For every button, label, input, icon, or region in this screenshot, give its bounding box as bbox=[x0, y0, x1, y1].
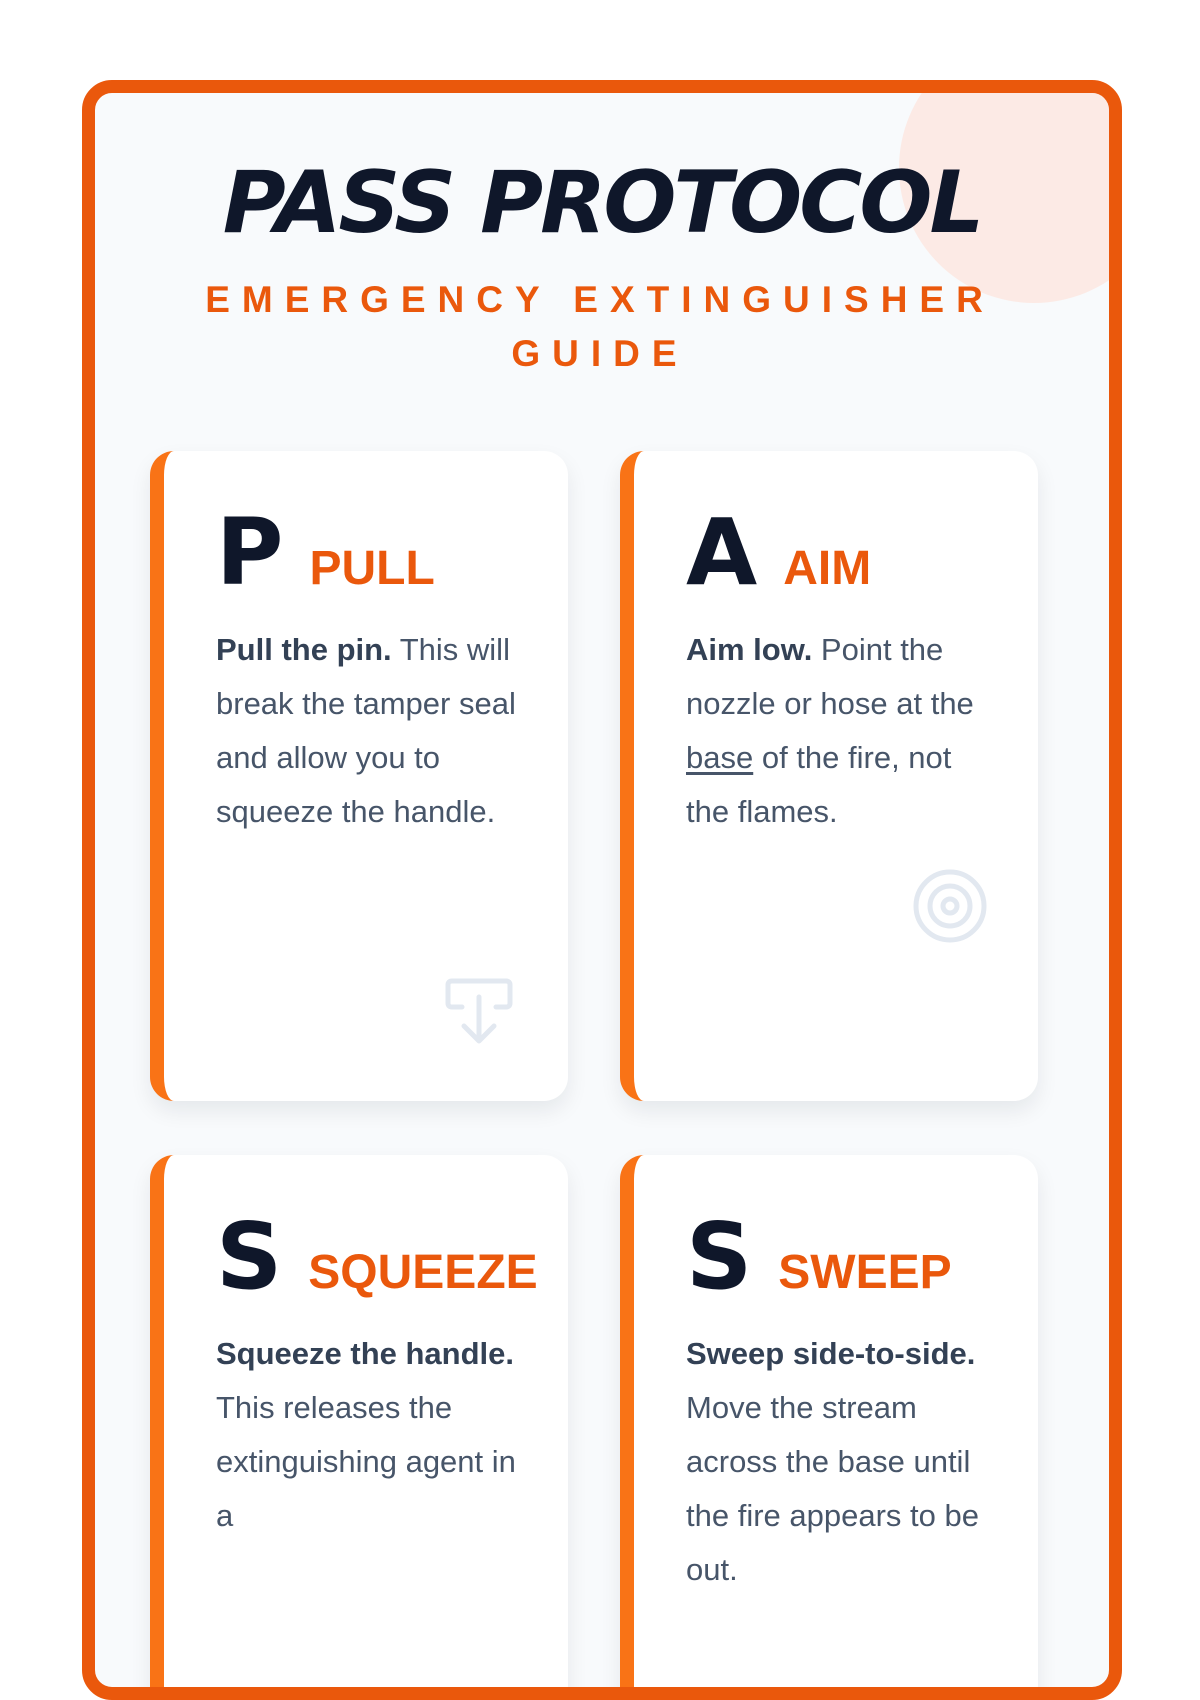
step-card-sweep bbox=[620, 1155, 1038, 1700]
step-description-text: This releases the extinguishing agent in a bbox=[216, 1390, 516, 1533]
step-description-bold: Aim low. bbox=[686, 632, 813, 667]
step-description-bold: Pull the pin. bbox=[216, 632, 392, 667]
step-letter: S bbox=[216, 1203, 283, 1310]
page-subtitle: EMERGENCY EXTINGUISHER GUIDE bbox=[205, 279, 995, 374]
page-title: PASS PROTOCOL bbox=[222, 153, 982, 253]
step-header bbox=[686, 1203, 952, 1310]
step-letter: P bbox=[216, 499, 284, 606]
step-word: SQUEEZE bbox=[308, 1246, 538, 1299]
pull-down-icon bbox=[444, 977, 514, 1052]
step-letter: S bbox=[686, 1203, 753, 1310]
step-description-bold: Squeeze the handle. bbox=[216, 1336, 515, 1371]
guide-frame bbox=[82, 80, 1122, 1700]
step-header bbox=[686, 499, 872, 606]
step-card-squeeze bbox=[150, 1155, 568, 1700]
step-header bbox=[216, 499, 435, 606]
step-description bbox=[216, 1327, 516, 1543]
step-description-bold: Sweep side-to-side. bbox=[686, 1336, 976, 1371]
step-description bbox=[686, 623, 986, 839]
step-letter: A bbox=[686, 499, 758, 606]
step-description bbox=[216, 623, 516, 839]
step-description-text: Move the stream across the base until the fire appears to be out. bbox=[686, 1390, 979, 1587]
step-description bbox=[686, 1327, 986, 1597]
step-description-underlined: base bbox=[686, 740, 754, 775]
step-word: AIM bbox=[783, 542, 872, 595]
step-header bbox=[216, 1203, 538, 1310]
step-description-text: This will break the tamper seal and allow you to squeeze the handle. bbox=[216, 632, 516, 829]
step-card-aim bbox=[620, 451, 1038, 1101]
step-word: SWEEP bbox=[778, 1246, 952, 1299]
step-word: PULL bbox=[309, 542, 435, 595]
target-icon bbox=[911, 867, 989, 950]
step-description-text-end: of the fire, not the flames. bbox=[686, 740, 952, 829]
step-card-pull bbox=[150, 451, 568, 1101]
step-description-text: Point the nozzle or hose at the bbox=[686, 632, 974, 721]
